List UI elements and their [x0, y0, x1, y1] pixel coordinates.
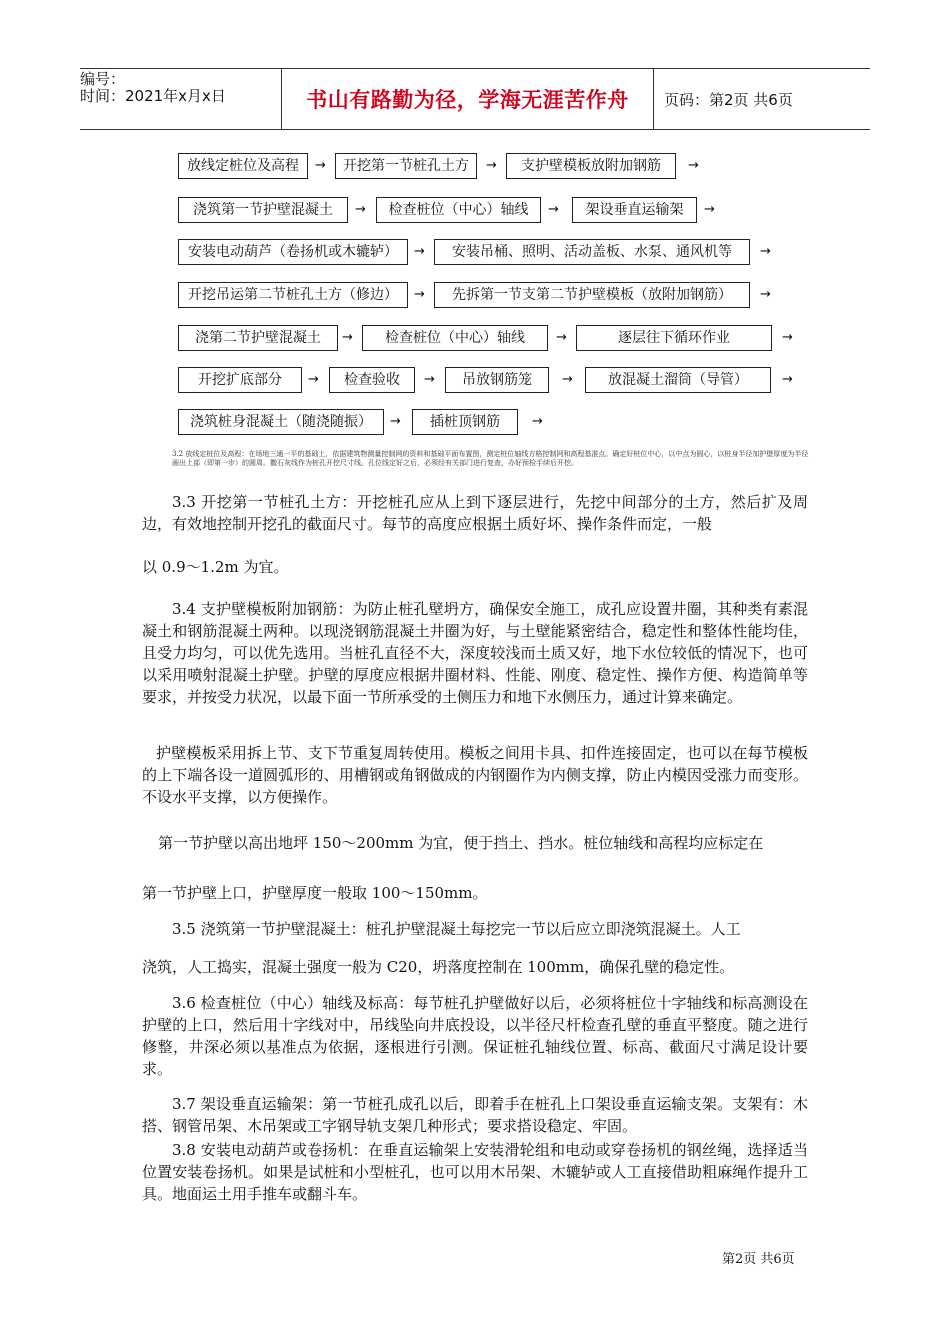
header-page-info: 页码：第2页 共6页 — [664, 90, 793, 109]
flow-arrow-icon: → — [486, 158, 497, 173]
paragraph-3-3: 3.3 开挖第一节桩孔土方：开挖桩孔应从上到下逐层进行，先挖中间部分的土方，然后扩及周边，有效地控制开挖孔的截面尺寸。每节的高度应根据土质好坏、操作条件而定，一般 — [142, 493, 808, 533]
paragraph-3-7: 3.7 架设垂直运输架：第一节桩孔成孔以后，即着手在桩孔上口架设垂直运输支架。支架有：木搭、钢管吊架、木吊架或工字钢导轨支架几种形式；要求搭设稳定、牢固。 — [142, 1095, 808, 1135]
time-label: 时间：2021年x月x日 — [80, 87, 226, 105]
paragraph-3-5: 3.5 浇筑第一节护壁混凝土：桩孔护壁混凝土每挖完一节以后应立即浇筑混凝土。人工 — [172, 920, 741, 938]
small-note-3-2: 3.2 放线定桩位及高程：在场地三通一平的基础上，依据建筑物测量控制网的资料和基础平面布置图，测定桩位轴线方格控制网和高程基准点。确定好桩位中心，以中点为圆心，以桩身半径加护壁厚度为半径画出上部（即第一步）的圆周。撒石灰线作为桩孔开挖尺寸线。孔位线定好之后，必须经有关部门进行复查，办好预检手续后开挖。 — [172, 450, 809, 467]
flow-arrow-icon: → — [760, 287, 771, 302]
flow-arrow-icon: → — [704, 202, 715, 217]
flow-arrow-icon: → — [562, 372, 573, 387]
number-label: 编号： — [80, 70, 126, 88]
flow-arrow-icon: → — [782, 330, 793, 345]
flow-step: 支护壁模板放附加钢筋 — [506, 153, 676, 179]
paragraph-3-4-first-wall: 第一节护壁以高出地坪 150～200mm 为宜，便于挡土、挡水。桩位轴线和高程均应标定在 — [158, 834, 764, 852]
flow-arrow-icon: → — [414, 244, 425, 259]
flow-step: 架设垂直运输架 — [572, 197, 697, 223]
paragraph-3-6: 3.6 检查桩位（中心）轴线及标高：每节桩孔护壁做好以后，必须将桩位十字轴线和标高测设在护壁的上口，然后用十字线对中，吊线坠向井底投设，以半径尺杆检查孔壁的垂直平整度。随之进行修整，井深必须以基准点为依据，逐根进行引测。保证桩孔轴线位置、标高、截面尺寸满足设计要求。 — [142, 994, 808, 1078]
paragraph-3-3-end: 以 0.9～1.2m 为宜。 — [142, 558, 289, 576]
flow-arrow-icon: → — [688, 158, 699, 173]
page-header — [80, 68, 870, 130]
flow-step: 检查桩位（中心）轴线 — [362, 325, 548, 351]
flow-step: 放线定桩位及高程 — [178, 153, 308, 179]
paragraph-3-4: 3.4 支护壁模板附加钢筋：为防止桩孔壁坍方，确保安全施工，成孔应设置井圈，其种类有素混凝土和钢筋混凝土两种。以现浇钢筋混凝土井圈为好，与土壁能紧密结合，稳定性和整体性能均佳，且受力均匀，可以优先选用。当桩孔直径不大，深度较浅而土质又好，地下水位较低的情况下，也可以采用喷射混凝土护壁。护壁的厚度应根据井圈材料、性能、刚度、稳定性、操作方便、构造简单等要求，并按受力状况，以最下面一节所承受的土侧压力和地下水侧压力，通过计算来确定。 — [142, 600, 808, 706]
flow-arrow-icon: → — [308, 372, 319, 387]
paragraph-3-4-thickness: 第一节护壁上口，护壁厚度一般取 100～150mm。 — [142, 884, 488, 902]
flow-step: 检查桩位（中心）轴线 — [376, 197, 541, 223]
flow-step: 开挖吊运第二节桩孔土方（修边） — [178, 282, 408, 308]
flow-step: 安装吊桶、照明、活动盖板、水泵、通风机等 — [434, 239, 750, 265]
flow-arrow-icon: → — [424, 372, 435, 387]
flow-arrow-icon: → — [760, 244, 771, 259]
flow-step: 开挖第一节桩孔土方 — [335, 153, 477, 179]
flow-arrow-icon: → — [390, 414, 401, 429]
page-footer: 第2页 共6页 — [722, 1252, 795, 1267]
slogan-text: 书山有路勤为径，学海无涯苦作舟 — [306, 88, 629, 112]
flow-step: 开挖扩底部分 — [178, 367, 302, 393]
flow-arrow-icon: → — [782, 372, 793, 387]
flow-step: 安装电动葫芦（卷扬机或木辘轳） — [178, 239, 408, 265]
flow-arrow-icon: → — [355, 202, 366, 217]
flow-arrow-icon: → — [532, 414, 543, 429]
flow-step: 先拆第一节支第二节护壁模板（放附加钢筋） — [434, 282, 750, 308]
header-meta — [80, 69, 280, 131]
flow-arrow-icon: → — [548, 202, 559, 217]
flow-step: 浇筑桩身混凝土（随浇随振） — [178, 409, 384, 435]
paragraph-3-8: 3.8 安装电动葫芦或卷扬机：在垂直运输架上安装滑轮组和电动或穿卷扬机的钢丝绳，选择适当位置安装卷扬机。如果是试桩和小型桩孔，也可以用木吊架、木辘轳或人工直接借助粗麻绳作提升工具。地面运土用手推车或翻斗车。 — [142, 1141, 808, 1203]
flow-step: 检查验收 — [329, 367, 415, 393]
flow-arrow-icon: → — [315, 158, 326, 173]
flow-arrow-icon: → — [342, 330, 353, 345]
flow-step: 浇第二节护壁混凝土 — [178, 325, 338, 351]
flow-arrow-icon: → — [414, 287, 425, 302]
flow-arrow-icon: → — [556, 330, 567, 345]
flow-step: 浇筑第一节护壁混凝土 — [178, 197, 348, 223]
flow-step: 吊放钢筋笼 — [445, 367, 549, 393]
flow-step: 逐层往下循环作业 — [576, 325, 772, 351]
paragraph-3-5-end: 浇筑，人工捣实，混凝土强度一般为 C20，坍落度控制在 100mm，确保孔壁的稳定性。 — [142, 958, 735, 976]
flow-step: 插桩顶钢筋 — [412, 409, 518, 435]
header-slogan — [281, 69, 654, 129]
paragraph-3-4-formwork: 护壁模板采用拆上节、支下节重复周转使用。模板之间用卡具、扣件连接固定，也可以在每节模板的上下端各设一道圆弧形的、用槽钢或角钢做成的内钢圈作为内侧支撑，防止内模因受涨力而变形。不设水平支撑，以方便操作。 — [142, 744, 808, 806]
flow-step: 放混凝土溜筒（导管） — [585, 367, 771, 393]
